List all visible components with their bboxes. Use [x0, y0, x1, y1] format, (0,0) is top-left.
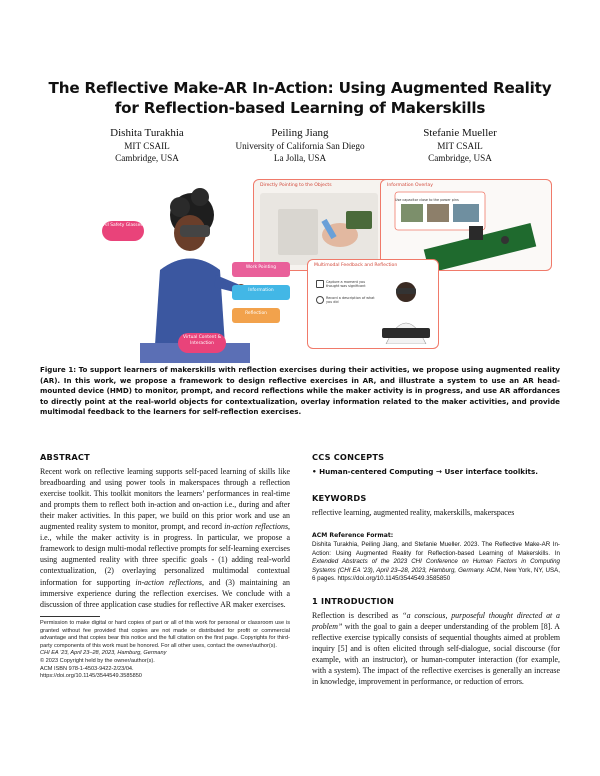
permission-doi: https://doi.org/10.1145/3544549.3585850	[40, 673, 142, 680]
permission-isbn: ACM ISBN 978-1-4503-9422-2/23/04.	[40, 665, 134, 672]
keywords-section	[312, 493, 560, 518]
author-affiliation: University of California San Diego	[235, 140, 365, 151]
acm-reference	[312, 530, 560, 584]
bubble-safety-glasses: All Safety Glasses	[102, 221, 144, 241]
author-affiliation: MIT CSAIL	[437, 140, 483, 151]
menu-item-reflection[interactable]: Reflection	[232, 308, 280, 323]
author-location: Cambridge, USA	[428, 153, 492, 163]
figure-caption	[40, 365, 560, 418]
abstract-section	[40, 452, 290, 610]
abstract-heading: ABSTRACT	[40, 452, 90, 462]
ccs-heading: CCS CONCEPTS	[312, 452, 385, 462]
keywords-text: reflective learning, augmented reality, makerskills, makerspaces	[312, 508, 515, 518]
author-affiliation: MIT CSAIL	[124, 140, 170, 151]
panel-multimodal-feedback	[307, 259, 439, 349]
prompt-card-1: Capture a moment you thought was significant	[326, 280, 366, 289]
caption-text: To support learners of makerskills with reflection exercises during their activities, we propose using augmented reality (AR). In this work, we propose a framework to design reflective exercises in AR, and illustrate a system to use an AR head-mounted device (HMD) to monitor, prompt, and record reflections while the maker activity is in progress, and use AR affordances to directly point at the real-world objects for contextualization, overlay information related to the maker activities, and provide multimodal feedback to the learners for self-reflection exercises.	[40, 365, 560, 417]
author-1	[72, 127, 222, 165]
reference-heading: ACM Reference Format:	[312, 532, 394, 539]
camera-icon	[316, 280, 324, 288]
abstract-text: Recent work on reflective learning supports self-paced learning of skills like breadboarding and using power tools in makerspaces through a reflection exercise toolkit. This toolkit monitors the learners’ performances in real-time and prompts them to reflect both in-action and on-action i.e., during and after their maker activities. In this paper, we build on this prior work and use an augmented reality system to monitor, prompt, and record in-action reflections, i.e., while the maker activity is in progress. In particular, we propose a framework to design multi-modal reflective prompts for self-learning exercises using augmented reality with three specific goals - (1) adding real-world contextualization, (2) overlaying personalized multimodal contextual information for supporting in-action reflections, and (3) maintaining an immersive experience during the reflection exercises. We conclude with a discussion of three application case studies for reflective AR maker exercises.	[40, 467, 290, 609]
learner-illustration	[100, 175, 250, 363]
permission-copyright: © 2023 Copyright held by the owner/author(s).	[40, 657, 155, 664]
pointing-illustration	[260, 189, 380, 269]
author-name: Stefanie Mueller	[423, 127, 497, 139]
reference-text: Dishita Turakhia, Peiling Jiang, and Stefanie Mueller. 2023. The Reflective Make-AR In-Action: Using Augmented Reality for Reflection-based Learning of Makerskills. In Extended Abstracts of the 2023 CHI Conference on Human Factors in Computing Systems (CHI EA ’23), April 23–28, 2023, Hamburg, Germany. ACM, New York, NY, USA, 6 pages. https://doi.org/10.1145/3544549.3585850	[312, 541, 560, 583]
author-location: Cambridge, USA	[115, 153, 179, 163]
panel-title: Multimodal Feedback and Reflection	[314, 263, 398, 268]
introduction-heading: 1 INTRODUCTION	[312, 596, 394, 606]
author-name: Peiling Jiang	[271, 127, 329, 139]
footnote-divider	[40, 616, 100, 617]
permission-venue: CHI EA ’23, April 23–28, 2023, Hamburg, Germany	[40, 650, 167, 657]
keywords-heading: KEYWORDS	[312, 493, 367, 503]
caption-label: Figure 1:	[40, 365, 77, 374]
panel-title: Information Overlay	[387, 183, 433, 188]
ccs-section	[312, 452, 560, 477]
panel-title: Directly Pointing to the Objects	[260, 183, 332, 188]
introduction-section	[312, 596, 560, 687]
menu-item-pointing[interactable]: Work Pointing	[232, 262, 290, 277]
paper-title: The Reflective Make-AR In-Action: Using Augmented Reality for Reflection-based Learning of Makerskills	[48, 79, 552, 117]
person-illustration	[376, 274, 436, 344]
author-location: La Jolla, USA	[273, 153, 327, 163]
teaser-figure	[100, 175, 459, 363]
menu-item-information[interactable]: Information	[232, 285, 290, 300]
permission-block	[40, 620, 290, 681]
introduction-text: Reflection is described as “a conscious, purposeful thought directed at a problem” with the goal to gain a deeper understanding of the problem [8]. A reflective exercise typically consists of sequential thoughts aimed at problem inquiry [5] and is often elicited through self-dialogue, social discourse (for example, with an instructor), or human-computer interaction (for example, with a system). The impact of the reflective exercises is generally an increase in knowledge, improvement in performance, or reduction of errors.	[312, 611, 560, 687]
prompt-card-2: Record a description of what you did	[326, 296, 375, 305]
bubble-virtual-content: Virtual Content & Interaction	[178, 333, 226, 353]
microphone-icon	[316, 296, 324, 304]
author-3	[390, 127, 530, 165]
author-2	[215, 127, 385, 165]
overlay-note: Use capacitor close to the power pins	[395, 198, 459, 202]
permission-text: Permission to make digital or hard copies of part or all of this work for personal or classroom use is granted without fee provided that copies are not made or distributed for profit or commercial advantage and that copies bear this notice and the full citation on the first page. Copyrights for third-party components of this work must be honored. For all other uses, contact the owner/author(s).	[40, 620, 290, 649]
ccs-text: • Human-centered Computing → User interface toolkits.	[312, 467, 538, 477]
panel-information-overlay	[380, 179, 552, 271]
author-name: Dishita Turakhia	[110, 127, 184, 139]
